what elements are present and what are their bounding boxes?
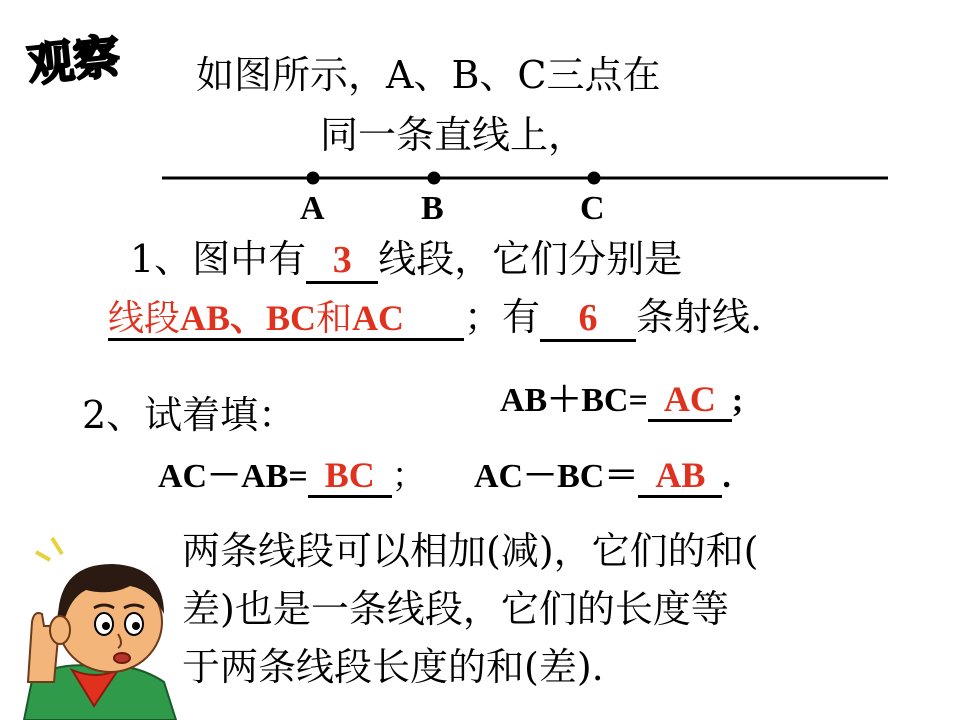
point-b-dot <box>428 172 441 185</box>
equation-subtract-1 <box>158 448 426 498</box>
eq3-end: . <box>722 458 731 495</box>
q1-prefix: 1、图中有 <box>130 237 307 281</box>
conclusion-line-3: 于两条线段长度的和(差). <box>182 645 604 689</box>
question-1-line-2 <box>108 286 762 342</box>
segment-count-answer: 3 <box>332 239 352 281</box>
eq1-blank <box>648 381 732 422</box>
eq1-end: ; <box>731 382 744 419</box>
conclusion-line-2: 差)也是一条线段，它们的长度等 <box>182 587 729 631</box>
observe-logo <box>22 22 172 92</box>
eq3-answer: AB <box>655 455 706 495</box>
point-label-c: C <box>580 190 605 227</box>
answer-text-ab-bc: AB、BC <box>180 298 317 338</box>
mouth <box>114 653 130 663</box>
right-pupil <box>132 622 140 630</box>
eq1-answer: AC <box>663 379 716 419</box>
segment-names-blank <box>108 298 464 341</box>
equation-subtract-2 <box>474 448 731 498</box>
question-2-title: 2、试着填： <box>82 393 297 437</box>
segment-names-answer <box>108 298 404 339</box>
boy-illustration <box>14 530 184 720</box>
equation-sum <box>500 372 743 422</box>
question-1-line-1 <box>130 228 682 284</box>
eq3-blank <box>638 457 722 498</box>
idea-spark-icon <box>36 538 62 560</box>
point-label-a: A <box>300 190 325 227</box>
eq3-left: AC－BC＝ <box>474 458 639 495</box>
observe-logo-text: 观察 <box>25 28 123 92</box>
intro-line-2: 同一条直线上， <box>320 113 587 157</box>
eq2-blank <box>308 457 392 498</box>
q1-suffix: 条射线. <box>636 295 763 339</box>
answer-text-and: 和 <box>316 298 353 339</box>
point-label-b: B <box>421 190 444 227</box>
segment-count-blank <box>306 240 378 284</box>
point-a-dot <box>307 172 320 185</box>
conclusion-text <box>182 522 758 696</box>
conclusion-line-1: 两条线段可以相加(减)，它们的和( <box>182 529 759 573</box>
answer-text-segment: 线段 <box>108 298 181 339</box>
q1-mid: 线段，它们分别是 <box>378 237 683 281</box>
ear <box>50 616 70 644</box>
left-pupil <box>102 622 110 630</box>
number-line <box>160 164 890 194</box>
intro-line-1: 如图所示，A、B、C三点在 <box>196 53 661 97</box>
point-c-dot <box>588 172 601 185</box>
q1-sep: ；有 <box>464 295 541 339</box>
answer-text-ac: AC <box>352 298 405 338</box>
ray-count-blank <box>540 298 636 342</box>
ray-count-answer: 6 <box>578 297 598 339</box>
eq1-left: AB＋BC= <box>500 382 648 419</box>
eq2-end: ； <box>391 456 426 496</box>
eq2-left: AC－AB= <box>158 458 308 495</box>
eq2-answer: BC <box>324 455 375 495</box>
